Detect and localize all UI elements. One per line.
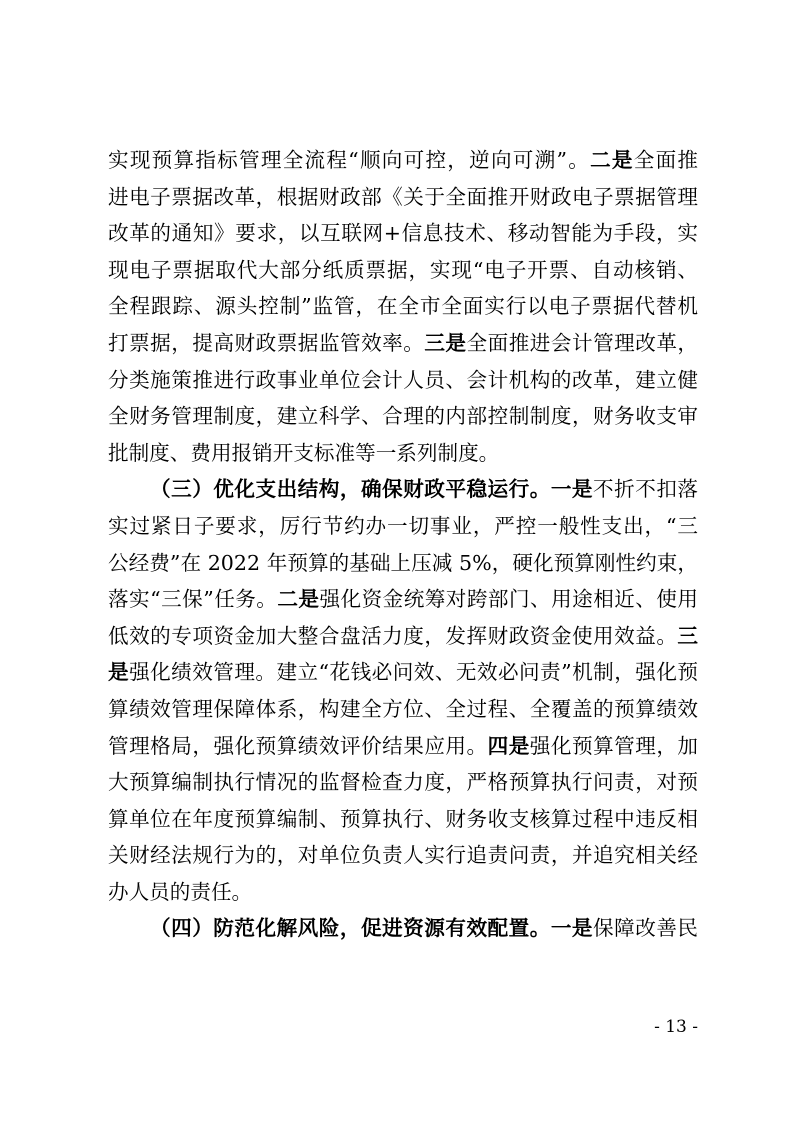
text-segment: 改革的通知》要求，以互联网+信息技术、移动智能为手段，实 (108, 221, 698, 246)
text-line (108, 764, 698, 801)
text-line (108, 398, 698, 435)
text-line (108, 801, 698, 838)
text-segment: 强化预算管理，加 (529, 733, 699, 758)
text-segment: 算单位在年度预算编制、预算执行、财务收支核算过程中违反相 (108, 806, 698, 831)
text-line (108, 691, 698, 728)
text-line (108, 215, 698, 252)
text-line (108, 581, 698, 618)
text-line (108, 545, 698, 582)
body-text (108, 142, 698, 947)
page-number: - 13 - (654, 1017, 698, 1037)
bold-text: 二是 (277, 587, 320, 612)
bold-text: 四是 (487, 733, 530, 758)
text-segment: 强化绩效管理。建立“花钱必问效、无效必问责”机制，强化预 (129, 660, 698, 685)
text-segment: 现电子票据取代大部分纸质票据，实现“电子开票、自动核销、 (108, 257, 698, 282)
text-line (108, 874, 698, 911)
text-segment: 强化资金统筹对跨部门、用途相近、使用 (319, 587, 699, 612)
bold-text: 三是 (424, 330, 467, 355)
text-segment: 管理格局，强化预算绩效评价结果应用。 (108, 733, 488, 758)
text-line (108, 837, 698, 874)
text-segment: 全面推 (633, 148, 698, 172)
text-segment: 低效的专项资金加大整合盘活力度，发挥财政资金使用效益。 (108, 623, 678, 648)
text-segment: 打票据，提高财政票据监管效率。 (108, 330, 425, 355)
text-line (108, 728, 698, 765)
text-line (108, 508, 698, 545)
text-line (108, 654, 698, 691)
text-segment: 落实“三保”任务。 (108, 587, 278, 612)
text-line (108, 325, 698, 362)
text-segment: 公经费”在 2022 年预算的基础上压减 5%，硬化预算刚性约束， (108, 550, 698, 575)
text-line (108, 288, 698, 325)
bold-text: （四）防范化解风险，促进资源有效配置。一是 (150, 916, 594, 941)
text-segment: 全财务管理制度，建立科学、合理的内部控制制度，财务收支审 (108, 404, 698, 429)
text-segment: 分类施策推进行政事业单位会计人员、会计机构的改革，建立健 (108, 367, 698, 392)
text-segment: 办人员的责任。 (108, 879, 253, 904)
text-segment: 大预算编制执行情况的监督检查力度，严格预算执行问责，对预 (108, 770, 698, 795)
text-line (108, 471, 698, 508)
text-line (108, 435, 698, 472)
text-segment: 全面推进会计管理改革， (466, 330, 699, 355)
bold-text: 是 (108, 660, 130, 685)
text-segment: 全程跟踪、源头控制”监管，在全市全面实行以电子票据代替机 (108, 294, 698, 319)
text-line (108, 618, 698, 655)
text-segment: 保障改善民 (593, 916, 699, 941)
text-segment: 算绩效管理保障体系，构建全方位、全过程、全覆盖的预算绩效 (108, 696, 698, 721)
text-segment: 批制度、费用报销开支标准等一系列制度。 (108, 440, 500, 465)
text-line (108, 142, 698, 179)
text-segment: 不折不扣落 (593, 477, 699, 502)
text-line (108, 910, 698, 947)
bold-text: 二是 (590, 148, 634, 172)
text-segment: 关财经法规行为的，对单位负责人实行追责问责，并追究相关经 (108, 843, 698, 868)
bold-text: （三）优化支出结构，确保财政平稳运行。一是 (150, 477, 594, 502)
text-line (108, 252, 698, 289)
text-line (108, 362, 698, 399)
text-segment: 实现预算指标管理全流程“顺向可控，逆向可溯”。 (108, 148, 591, 172)
text-segment: 实过紧日子要求，厉行节约办一切事业，严控一般性支出，“三 (108, 513, 698, 538)
text-line (108, 179, 698, 216)
text-segment: 进电子票据改革，根据财政部《关于全面推开财政电子票据管理 (108, 184, 698, 209)
bold-text: 三 (677, 623, 698, 648)
